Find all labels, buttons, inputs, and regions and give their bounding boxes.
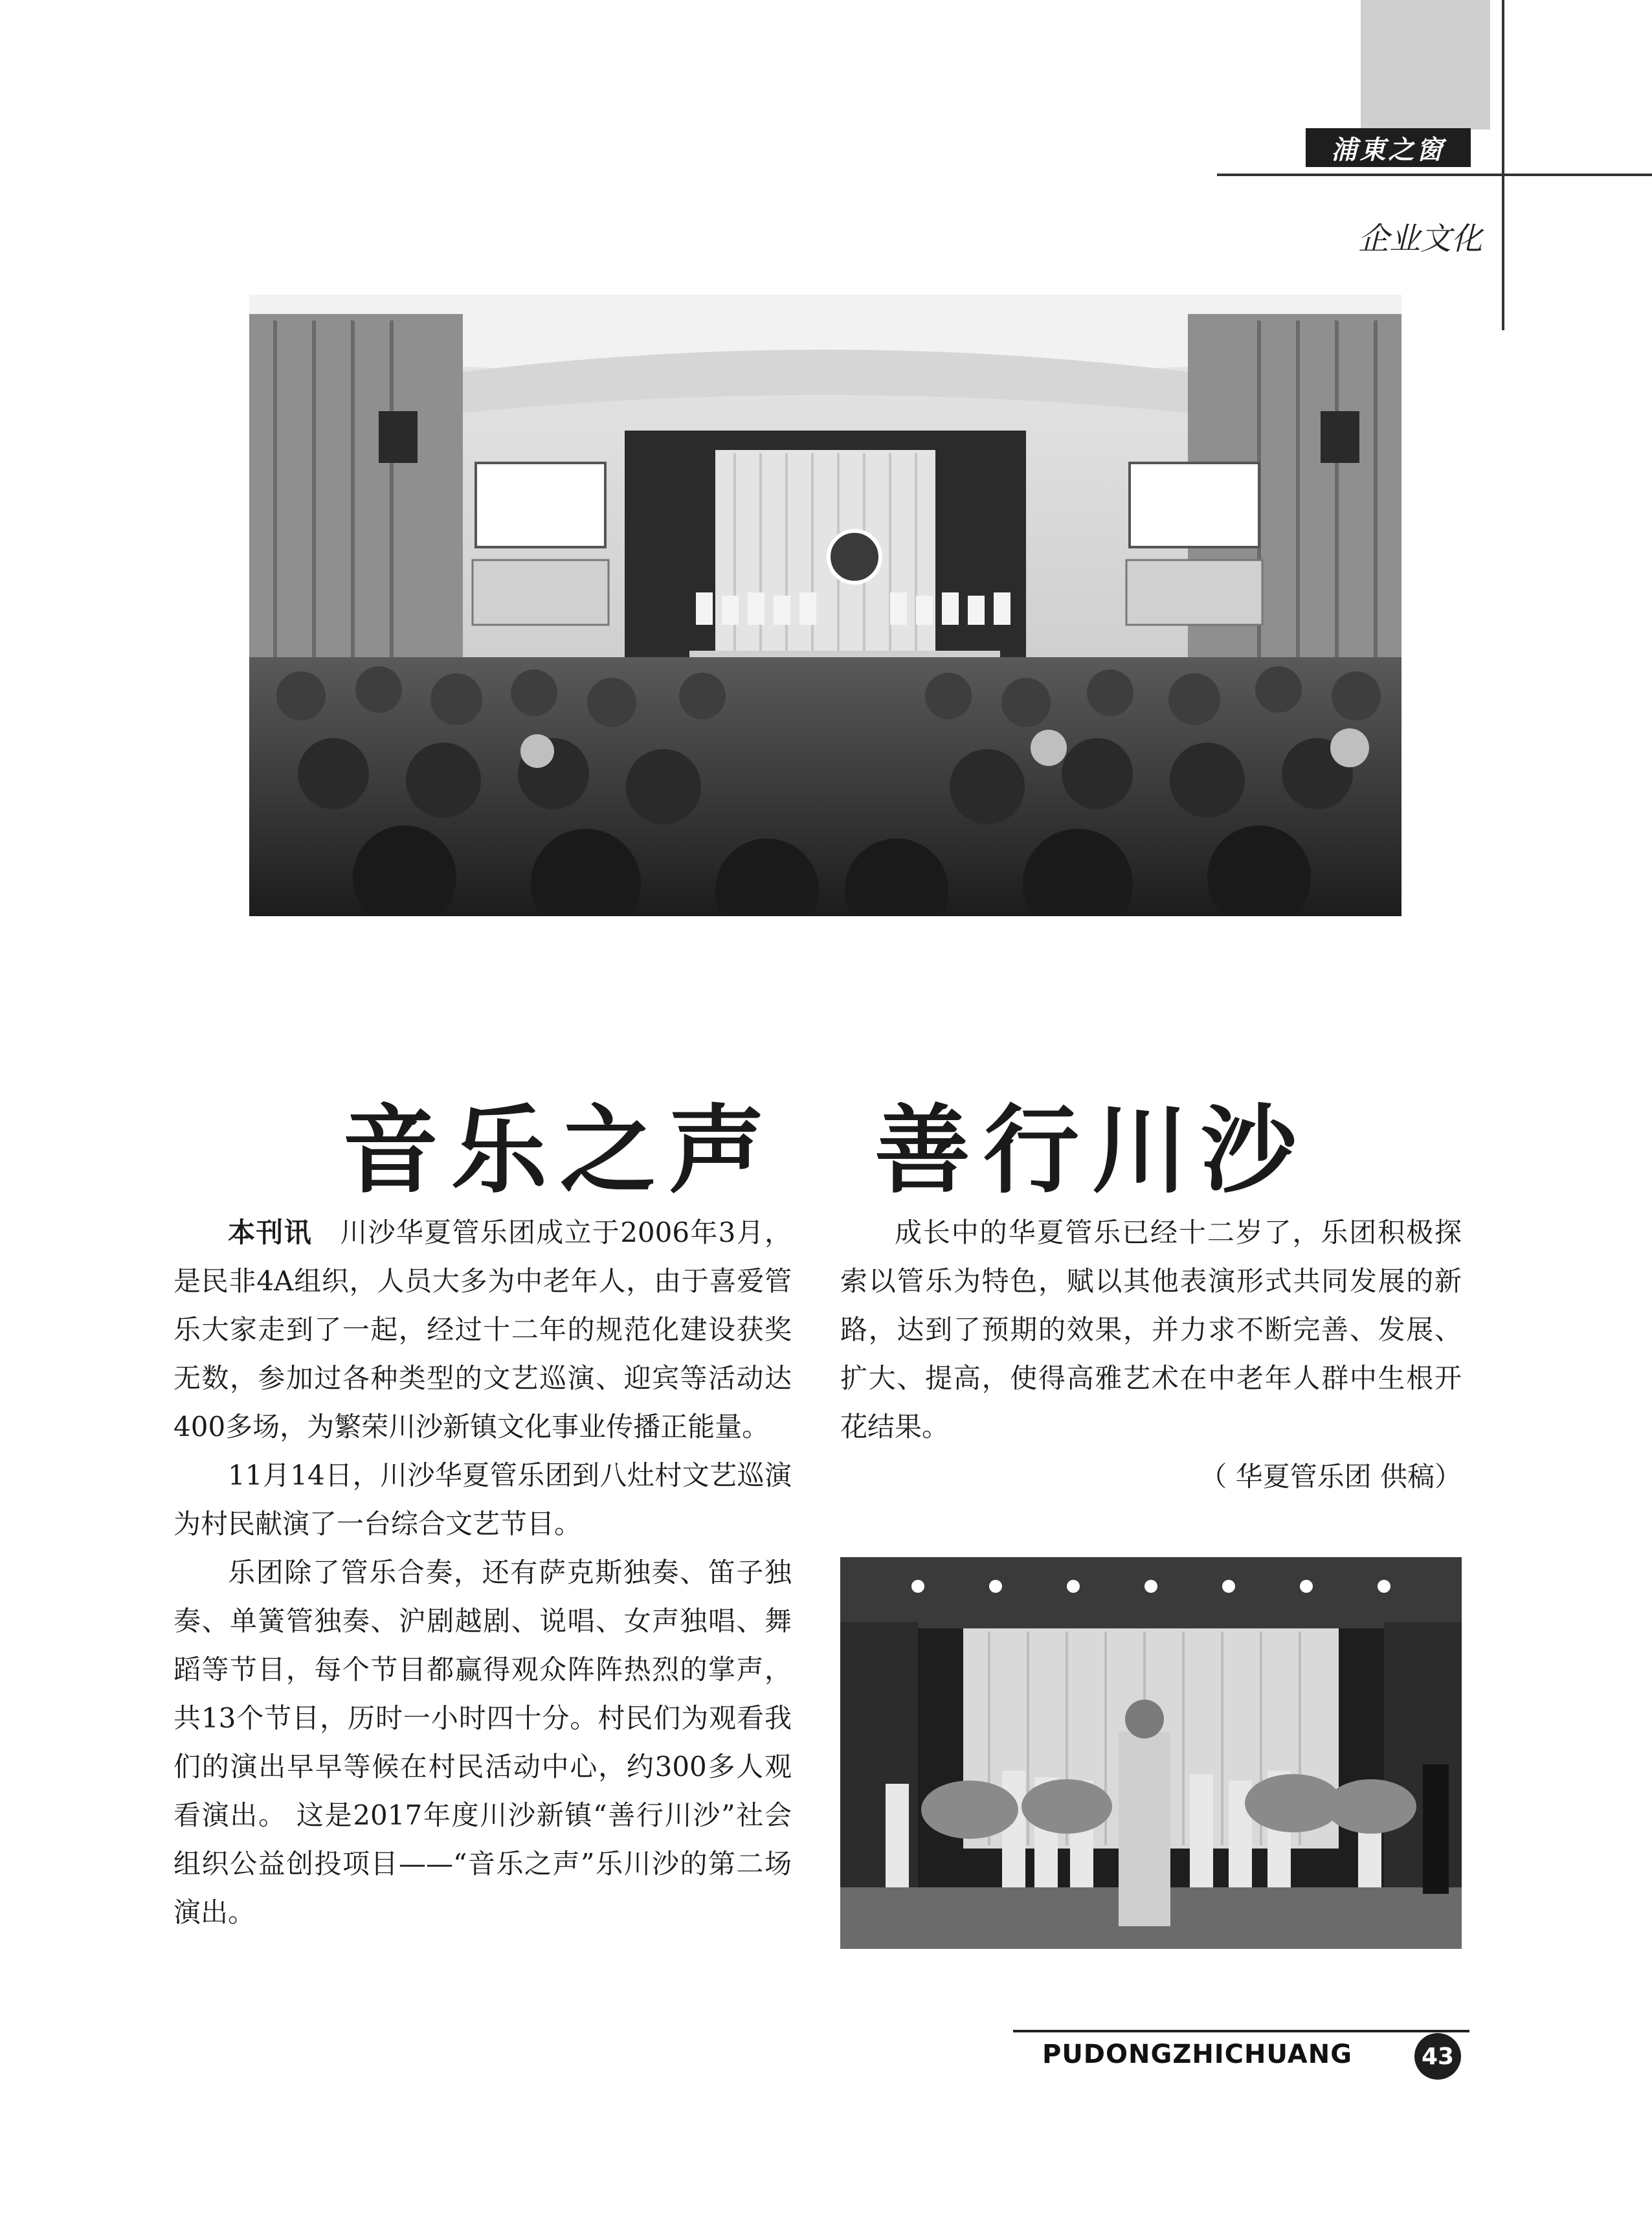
paragraph-1-text: 川沙华夏管乐团成立于2006年3月，是民非4A组织，人员大多为中老年人，由于喜爱管乐大家走到了一起，经过十二年的规范化建设获奖无数，参加过各种类型的文艺巡演、迎宾等活动达400多场，为繁荣川沙新镇文化事业传播正能量。 [173,1217,792,1443]
paragraph-2: 11月14日，川沙华夏管乐团到八灶村文艺巡演为村民献演了一台综合文艺节目。 [173,1459,792,1540]
article-credit: （ 华夏管乐团 供稿） [1200,1461,1462,1492]
page-number: 43 [1414,2033,1461,2080]
paragraph-3: 乐团除了管乐合奏，还有萨克斯独奏、笛子独奏、单簧管独奏、沪剧越剧、说唱、女声独唱、舞蹈等节目，每个节目都赢得观众阵阵热烈的掌声，共13个节目，历时一小时四十分。村民们为观看我们的演出早早等候在村民活动中心，约300多人观看演出。 这是2017年度川沙新镇“善行川沙”社会组织公益创投项目——“音乐之声”乐川沙的第二场演出。 [173,1557,792,1928]
corner-decoration [1361,0,1490,129]
section-label: 企业文化 [1357,221,1482,257]
footer-rule [1013,2030,1469,2032]
title-part-2: 善行川沙 [875,1095,1310,1207]
header-vertical-rule [1502,0,1504,330]
article-right-column [840,1208,1462,1501]
article-title [0,1074,1652,1211]
concert-hall-photo [249,295,1401,916]
article-left-column [173,1208,792,1937]
stage-performance-photo [840,1557,1462,1949]
footer-magazine-name: PUDONGZHICHUANG [1042,2040,1353,2069]
magazine-badge: 浦東之窗 [1306,128,1471,167]
paragraph-1 [173,1208,792,1451]
title-part-1: 音乐之声 [342,1095,777,1207]
lead-label: 本刊讯 [228,1217,312,1248]
header-horizontal-rule [1217,174,1652,176]
paragraph-4: 成长中的华夏管乐已经十二岁了，乐团积极探索以管乐为特色，赋以其他表演形式共同发展的新路，达到了预期的效果，并力求不断完善、发展、扩大、提高，使得高雅艺术在中老年人群中生根开花结果。 [840,1217,1462,1443]
